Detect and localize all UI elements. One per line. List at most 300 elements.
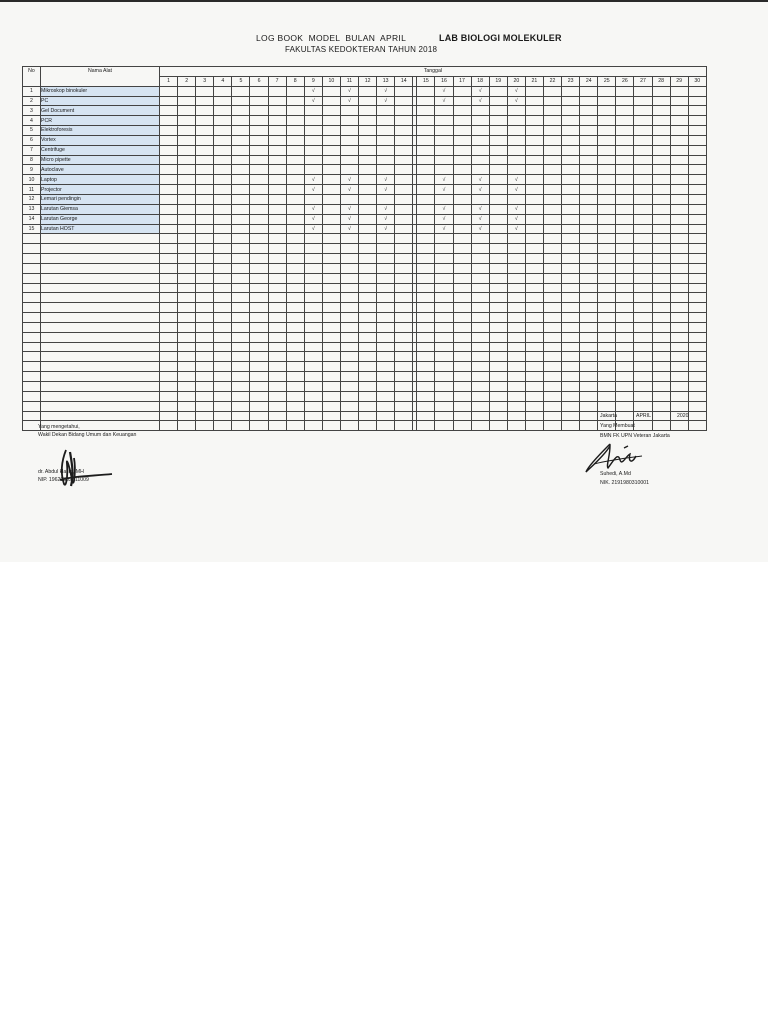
day-cell (359, 254, 377, 264)
day-cell (507, 194, 525, 204)
item-number: 10 (23, 175, 41, 185)
day-cell (688, 135, 706, 145)
empty-row (23, 322, 707, 332)
day-cell (525, 352, 543, 362)
day-cell (178, 224, 196, 234)
day-cell (178, 175, 196, 185)
day-cell (417, 106, 435, 116)
day-cell (598, 322, 616, 332)
day-cell (395, 126, 413, 136)
item-name (41, 372, 160, 382)
day-cell (232, 145, 250, 155)
day-cell (417, 352, 435, 362)
day-cell (598, 391, 616, 401)
day-cell (359, 224, 377, 234)
day-cell (196, 234, 214, 244)
day-cell (543, 214, 561, 224)
check-mark: √ (471, 185, 489, 195)
day-cell (286, 86, 304, 96)
item-name: Projector (41, 185, 160, 195)
day-cell (435, 106, 453, 116)
day-cell (670, 382, 688, 392)
day-cell (322, 313, 340, 323)
day-cell (268, 244, 286, 254)
item-number (23, 293, 41, 303)
day-cell (652, 254, 670, 264)
day-cell (268, 313, 286, 323)
day-cell (580, 145, 598, 155)
day-cell (453, 185, 471, 195)
table-row (23, 224, 707, 234)
day-cell (489, 175, 507, 185)
day-cell (453, 322, 471, 332)
day-cell (507, 401, 525, 411)
day-cell (377, 401, 395, 411)
day-cell (580, 411, 598, 421)
day-cell (214, 126, 232, 136)
day-cell (525, 96, 543, 106)
day-cell (340, 411, 358, 421)
day-cell (304, 382, 322, 392)
day-cell (160, 234, 178, 244)
day-cell (268, 204, 286, 214)
day-cell (670, 155, 688, 165)
day-cell (525, 175, 543, 185)
day-cell (250, 303, 268, 313)
day-cell (196, 332, 214, 342)
day-cell (652, 382, 670, 392)
day-cell (525, 214, 543, 224)
day-cell (340, 372, 358, 382)
day-cell (435, 313, 453, 323)
day-cell (178, 342, 196, 352)
day-cell (688, 322, 706, 332)
day-cell (395, 401, 413, 411)
day-cell (634, 145, 652, 155)
day-cell (214, 372, 232, 382)
day-cell (688, 145, 706, 155)
day-cell (322, 185, 340, 195)
day-cell (417, 155, 435, 165)
day-cell (652, 234, 670, 244)
day-cell (304, 313, 322, 323)
day-cell (160, 165, 178, 175)
day-cell (453, 165, 471, 175)
day-cell (616, 322, 634, 332)
day-cell (580, 342, 598, 352)
day-cell (435, 303, 453, 313)
day-cell (250, 283, 268, 293)
day-cell (377, 372, 395, 382)
day-cell (178, 244, 196, 254)
day-cell (178, 273, 196, 283)
day-cell (268, 352, 286, 362)
day-cell (286, 401, 304, 411)
empty-row (23, 382, 707, 392)
day-cell (670, 194, 688, 204)
day-cell (507, 352, 525, 362)
day-cell (598, 273, 616, 283)
day-cell (340, 421, 358, 431)
day-cell (453, 145, 471, 155)
day-cell (322, 362, 340, 372)
day-cell (616, 362, 634, 372)
day-cell (286, 332, 304, 342)
day-cell (471, 362, 489, 372)
item-name: Centrifuge (41, 145, 160, 155)
day-cell (525, 293, 543, 303)
day-cell (196, 411, 214, 421)
day-cell (268, 303, 286, 313)
day-cell (652, 224, 670, 234)
day-cell (340, 313, 358, 323)
check-mark: √ (377, 185, 395, 195)
item-number (23, 372, 41, 382)
day-cell (196, 382, 214, 392)
day-cell (232, 86, 250, 96)
day-cell (543, 421, 561, 431)
day-cell (359, 155, 377, 165)
day-cell (652, 313, 670, 323)
day-cell (286, 263, 304, 273)
day-cell (562, 332, 580, 342)
day-cell (377, 165, 395, 175)
day-cell (160, 155, 178, 165)
day-cell (160, 342, 178, 352)
day-cell (268, 145, 286, 155)
day-cell (435, 283, 453, 293)
day-cell (688, 155, 706, 165)
day-cell (250, 313, 268, 323)
day-cell (598, 313, 616, 323)
day-cell (489, 234, 507, 244)
day-cell (598, 135, 616, 145)
logbook-body (23, 86, 707, 431)
day-cell (214, 322, 232, 332)
day-cell (322, 175, 340, 185)
day-cell (417, 303, 435, 313)
day-cell (286, 96, 304, 106)
day-cell (304, 254, 322, 264)
check-mark: √ (304, 86, 322, 96)
day-cell (304, 293, 322, 303)
day-cell (322, 293, 340, 303)
day-cell (395, 86, 413, 96)
day-cell (543, 352, 561, 362)
day-cell (543, 194, 561, 204)
day-cell (340, 303, 358, 313)
day-cell (268, 401, 286, 411)
item-name (41, 401, 160, 411)
day-cell (232, 352, 250, 362)
day-cell (562, 362, 580, 372)
day-cell (543, 372, 561, 382)
day-cell (178, 214, 196, 224)
day-cell (652, 303, 670, 313)
day-cell (580, 263, 598, 273)
day-cell (417, 244, 435, 254)
item-name (41, 293, 160, 303)
day-header: 30 (688, 76, 706, 86)
day-cell (562, 244, 580, 254)
day-cell (286, 194, 304, 204)
day-cell (598, 401, 616, 411)
item-name (41, 244, 160, 254)
day-cell (688, 411, 706, 421)
day-cell (634, 283, 652, 293)
day-header: 10 (322, 76, 340, 86)
day-cell (634, 401, 652, 411)
day-cell (160, 273, 178, 283)
day-cell (250, 263, 268, 273)
table-row (23, 135, 707, 145)
day-cell (670, 204, 688, 214)
day-cell (435, 421, 453, 431)
day-cell (286, 185, 304, 195)
day-cell (670, 322, 688, 332)
day-cell (395, 322, 413, 332)
day-cell (322, 214, 340, 224)
day-cell (214, 244, 232, 254)
day-cell (489, 303, 507, 313)
day-cell (178, 234, 196, 244)
day-cell (286, 224, 304, 234)
day-cell (580, 165, 598, 175)
day-cell (562, 372, 580, 382)
day-cell (598, 293, 616, 303)
day-header: 5 (232, 76, 250, 86)
day-cell (652, 86, 670, 96)
day-cell (453, 254, 471, 264)
item-name (41, 332, 160, 342)
day-cell (562, 293, 580, 303)
day-cell (616, 283, 634, 293)
day-cell (268, 421, 286, 431)
day-cell (670, 135, 688, 145)
item-number: 3 (23, 106, 41, 116)
day-cell (580, 116, 598, 126)
day-cell (453, 313, 471, 323)
day-cell (471, 234, 489, 244)
day-cell (616, 106, 634, 116)
item-name: Gel Document (41, 106, 160, 116)
day-cell (435, 234, 453, 244)
day-cell (359, 244, 377, 254)
day-cell (652, 263, 670, 273)
day-cell (562, 421, 580, 431)
day-cell (359, 273, 377, 283)
day-header: 23 (562, 76, 580, 86)
day-cell (395, 204, 413, 214)
day-cell (359, 126, 377, 136)
day-cell (250, 244, 268, 254)
day-cell (417, 293, 435, 303)
day-cell (543, 362, 561, 372)
day-cell (196, 165, 214, 175)
day-cell (580, 322, 598, 332)
day-cell (268, 322, 286, 332)
day-cell (359, 391, 377, 401)
day-cell (507, 303, 525, 313)
day-cell (417, 194, 435, 204)
day-cell (489, 322, 507, 332)
day-cell (268, 234, 286, 244)
day-cell (543, 273, 561, 283)
day-cell (580, 293, 598, 303)
check-mark: √ (471, 214, 489, 224)
day-cell (489, 155, 507, 165)
day-cell (471, 126, 489, 136)
day-cell (562, 194, 580, 204)
check-mark: √ (471, 96, 489, 106)
day-cell (417, 96, 435, 106)
day-cell (395, 224, 413, 234)
day-cell (322, 86, 340, 96)
day-cell (435, 332, 453, 342)
check-mark: √ (304, 224, 322, 234)
day-cell (322, 254, 340, 264)
day-cell (417, 362, 435, 372)
day-cell (214, 313, 232, 323)
day-cell (268, 254, 286, 264)
day-cell (471, 254, 489, 264)
day-cell (286, 273, 304, 283)
day-cell (214, 411, 232, 421)
day-cell (525, 313, 543, 323)
item-name (41, 273, 160, 283)
day-cell (304, 303, 322, 313)
day-cell (652, 421, 670, 431)
day-cell (214, 96, 232, 106)
signature-right-image (580, 438, 660, 478)
day-cell (489, 391, 507, 401)
sign-year: 2020 (677, 413, 689, 419)
day-cell (652, 116, 670, 126)
day-cell (634, 254, 652, 264)
day-cell (322, 145, 340, 155)
item-number: 1 (23, 86, 41, 96)
day-header: 19 (489, 76, 507, 86)
day-cell (196, 401, 214, 411)
day-cell (634, 204, 652, 214)
day-cell (340, 293, 358, 303)
day-cell (359, 106, 377, 116)
day-cell (395, 155, 413, 165)
day-cell (525, 126, 543, 136)
item-name: Larutan HOST (41, 224, 160, 234)
day-cell (489, 372, 507, 382)
day-cell (688, 175, 706, 185)
day-cell (359, 421, 377, 431)
day-cell (634, 185, 652, 195)
day-cell (359, 175, 377, 185)
day-cell (670, 362, 688, 372)
day-cell (250, 135, 268, 145)
day-header: 9 (304, 76, 322, 86)
day-cell (268, 283, 286, 293)
made-by-nik: NIK. 2191980310001 (600, 480, 650, 486)
day-cell (435, 342, 453, 352)
day-cell (196, 135, 214, 145)
day-cell (377, 332, 395, 342)
day-cell (196, 283, 214, 293)
check-mark: √ (340, 86, 358, 96)
day-cell (471, 155, 489, 165)
day-cell (196, 254, 214, 264)
day-cell (359, 96, 377, 106)
day-cell (616, 303, 634, 313)
day-cell (507, 254, 525, 264)
day-cell (250, 165, 268, 175)
check-mark: √ (507, 96, 525, 106)
day-cell (453, 86, 471, 96)
day-cell (178, 155, 196, 165)
day-cell (616, 401, 634, 411)
day-cell (340, 106, 358, 116)
day-cell (359, 165, 377, 175)
day-cell (196, 421, 214, 431)
day-cell (417, 116, 435, 126)
day-cell (304, 116, 322, 126)
day-cell (377, 303, 395, 313)
day-cell (359, 293, 377, 303)
day-cell (616, 155, 634, 165)
day-cell (489, 411, 507, 421)
check-mark: √ (377, 214, 395, 224)
day-cell (688, 185, 706, 195)
day-cell (507, 322, 525, 332)
day-cell (562, 322, 580, 332)
day-cell (688, 303, 706, 313)
day-cell (543, 293, 561, 303)
day-cell (543, 155, 561, 165)
day-cell (670, 244, 688, 254)
day-cell (616, 214, 634, 224)
day-cell (322, 273, 340, 283)
item-number: 7 (23, 145, 41, 155)
check-mark: √ (340, 175, 358, 185)
day-cell (616, 86, 634, 96)
day-cell (525, 155, 543, 165)
day-cell (580, 372, 598, 382)
item-name (41, 322, 160, 332)
day-cell (507, 421, 525, 431)
day-cell (250, 86, 268, 96)
day-cell (214, 214, 232, 224)
item-number: 9 (23, 165, 41, 175)
day-cell (616, 244, 634, 254)
day-cell (507, 313, 525, 323)
day-cell (634, 175, 652, 185)
day-cell (178, 263, 196, 273)
day-cell (232, 313, 250, 323)
day-cell (160, 411, 178, 421)
day-cell (395, 332, 413, 342)
day-cell (670, 283, 688, 293)
day-cell (250, 382, 268, 392)
day-cell (616, 126, 634, 136)
day-cell (417, 254, 435, 264)
item-number (23, 342, 41, 352)
check-mark: √ (471, 204, 489, 214)
day-cell (286, 421, 304, 431)
day-cell (670, 352, 688, 362)
day-cell (178, 116, 196, 126)
day-cell (232, 293, 250, 303)
day-cell (652, 411, 670, 421)
day-cell (178, 86, 196, 96)
day-header: 8 (286, 76, 304, 86)
